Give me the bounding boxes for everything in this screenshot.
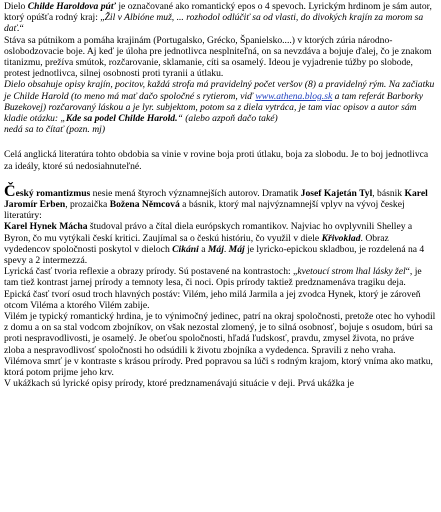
author-name: Karel Jaromír Erben	[4, 187, 428, 211]
spacer	[4, 135, 437, 149]
author-name: Josef Kajetán Tyl	[300, 187, 373, 199]
paragraph-macha	[4, 221, 437, 389]
blog-link[interactable]: www.athena.blog.sk	[255, 90, 333, 102]
heading-text: eský romantizmus	[15, 187, 91, 199]
text: , básnik	[372, 187, 405, 199]
text: Celá anglická literatúra tohto obdobia sa vinie v rovine boja proti útlaku, boja za slobodu. Je to boj jednotlivca za ideály, ktoré sú nedosiahnuteľné.	[4, 149, 429, 172]
work-title: Máj	[228, 243, 245, 255]
text: a básnik, ktorý mal najvýznamnejší vplyv na vývoj českej literatúry:	[4, 199, 405, 222]
paragraph-english-literature	[4, 149, 437, 171]
text: , prozaička	[65, 199, 110, 211]
italic-note: nedá sa to čítať (pozn. mj)	[4, 124, 106, 136]
text: Stáva sa pútnikom a pomáha krajinám (Portugalsko, Grécko, Španielsko....) v ktorých zúria národno-oslobodzovacie boje. Aj keď je úloha pre jednotlivca nesplniteľná, on sa nevzdáva a bojuje ďalej, čo je znakom titanizmu, prežíva smútok, rozčarovanie, sklamanie, cíti sa osamelý. Ideou je vyjadrenie túžby po slobode, protest jednotlivca, silnej osobnosti proti tyranii a útlaku.	[4, 34, 432, 80]
text: je označované ako romantický epos o 4 spevoch. Lyrickým hrdinom je sám autor, ktorý opúšťa rodný kraj: „	[4, 1, 432, 24]
work-title: Křivoklad	[321, 232, 361, 244]
work-title: Cikáni	[172, 243, 199, 255]
text: “, je tam tiež kontrast jarnej prírody a temnoty lesa, či noci. Opis prírody taktiež predznamenáva tragiku deja.	[4, 266, 422, 289]
italic-note: “ (alebo azpoň dačo také)	[177, 113, 278, 125]
quote: Kde sa podel Childe Harold.	[65, 113, 178, 125]
quote: Žil v Albióne muž, ... rozhodol odlúčiť sa od vlasti, do divokých krajín za morom sa dať.	[4, 12, 424, 35]
text: a	[198, 243, 208, 255]
author-name: Karel Hynek Mácha	[4, 221, 88, 233]
work-title: Máj	[207, 243, 224, 255]
paragraph-childe-harold	[4, 1, 437, 135]
text: Dielo	[4, 1, 28, 12]
text: Lyrická časť tvoria reflexie a obrazy prírody. Sú postavené na kontrastoch: „	[4, 266, 298, 278]
text: “	[19, 23, 24, 35]
text: študoval právo a čítal diela európskych romantikov. Najviac ho ovplyvnili Shelley a Byron, čo mu vytýkali českí kritici. Zaujímal sa o českú históriu, čo využil v diele	[4, 221, 413, 244]
italic-note: Dielo obsahuje opisy krajín, pocitov, každá strofa má pravidelný počet veršov (8) a pravidelný rým. Na začiatku je Childe Harold (to meno má mať dačo spoločné s rytierom, viď	[4, 79, 435, 102]
text: nesie mená štyroch významnejších autorov. Dramatik	[90, 187, 301, 199]
work-title: Childe Haroldova púť	[27, 1, 116, 12]
spacer	[4, 172, 437, 186]
quote: kvetoucí strom lhal lásky žel	[297, 266, 406, 278]
text: Vilém je typický romantický hrdina, je to výnimočný jedinec, patrí na okraj spoločnosti, pretože otec ho vyhodil z domu a on sa stal vodcom zbojníkov, on však nezostal zlomený, je to silná osobnosť, bojuje s osudom, búri sa proti nespravodlivosti, je osamelý. Je obeťou spoločnosti, hľadá ľudskosť, pravdu, zmysel života, no práve zloba a nespravodlivosť spoločnosti ho odsúdili k životu zbojníka a vydedenca. Spravili z neho vraha.	[4, 311, 436, 356]
paragraph-czech-romanticism	[4, 182, 437, 222]
text: .	[223, 243, 229, 255]
italic-note: a tam referát Barborky Buzekovej) rozčarovaný láskou a je lyr. subjektom, potom sa z diela vytráca, je tam viac opisov a autor sám kladie otázku: „	[4, 90, 423, 125]
text: . Obraz vydedencov spoločnosti poskytol v dieloch	[4, 232, 389, 255]
text: Vilémova smrť je v kontraste s krásou prírody. Pred popravou sa lúči s rodným krajom, ktorý vníma ako matku, ktorá potom prijme jeho krv.	[4, 355, 433, 379]
author-name: Božena Němcová	[109, 199, 180, 211]
text: Epická časť tvorí osud troch hlavných postáv: Vilém, jeho milá Jarmila a jej zvodca Hynek, ktorý je zároveň otcom Viléma a ktorého Vilém zabije.	[4, 288, 421, 311]
drop-cap: Č	[4, 182, 16, 200]
text: V ukážkach sú lyrické opisy prírody, ktoré predznamenávajú situácie v deji. Prvá ukážka je	[4, 378, 355, 390]
text: je lyricko-epickou skladbou, je rozdelená na 4 spevy a 2 intermezzá.	[4, 243, 425, 267]
